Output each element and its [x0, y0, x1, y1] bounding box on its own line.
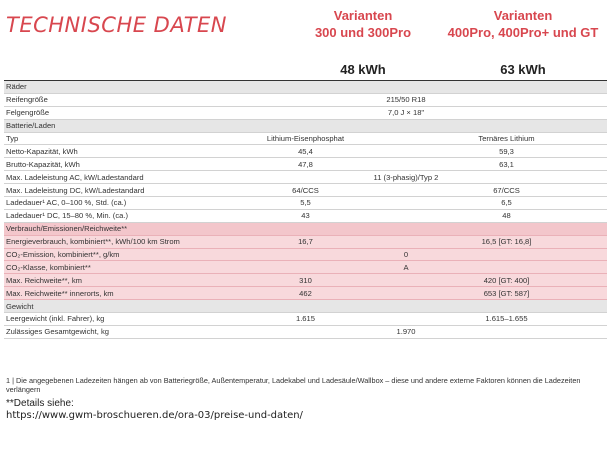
row-value-63kwh: 1.615–1.655 [406, 313, 607, 326]
row-value-48kwh: 64/CCS [205, 184, 406, 197]
row-value-63kwh: 63,1 [406, 158, 607, 171]
section-header-row [4, 119, 607, 132]
row-value-shared: 1.970 [205, 325, 607, 338]
row-value-48kwh: 462 [205, 287, 406, 300]
row-label: CO₂-Klasse, kombiniert** [4, 261, 205, 274]
row-value-63kwh: 48 [406, 209, 607, 222]
footnote: 1 | Die angegebenen Ladezeiten hängen ab von Batteriegröße, Außentemperatur, Ladekabel und Ladesäule/Wallbox – diese und andere externe Faktoren können die Ladezeiten verlängern [6, 376, 581, 394]
row-value-63kwh: 653 [GT: 587] [406, 287, 607, 300]
table-row [4, 325, 607, 338]
row-value-48kwh: 47,8 [205, 158, 406, 171]
row-label: Ladedauer¹ AC, 0–100 %, Std. (ca.) [4, 197, 205, 210]
row-label: Ladedauer¹ DC, 15–80 %, Min. (ca.) [4, 209, 205, 222]
row-label: Felgengröße [4, 106, 205, 119]
row-value-63kwh: 67/CCS [406, 184, 607, 197]
variant-header-2 [443, 7, 603, 41]
row-value-63kwh: 59,3 [406, 145, 607, 158]
details-link[interactable]: https://www.gwm-broschueren.de/ora-03/preise-und-daten/ [6, 410, 303, 421]
table-row [4, 158, 607, 171]
table-row [4, 248, 607, 261]
table-row [4, 287, 607, 300]
row-label: Max. Ladeleistung DC, kW/Ladestandard [4, 184, 205, 197]
spec-table [4, 81, 607, 339]
variant-header-1 [283, 7, 443, 41]
section-header-row [4, 300, 607, 313]
section-title: Batterie/Laden [4, 119, 607, 132]
variant-header-1-line2: 300 und 300Pro [314, 25, 412, 40]
row-label: Brutto-Kapazität, kWh [4, 158, 205, 171]
table-row [4, 235, 607, 248]
row-value-shared: 215/50 R18 [205, 93, 607, 106]
table-row [4, 313, 607, 326]
capacity-header-48: 48 kWh [340, 62, 386, 77]
row-value-shared: 7,0 J × 18" [205, 106, 607, 119]
table-row [4, 197, 607, 210]
row-value-shared: A [205, 261, 607, 274]
row-value-63kwh: 6,5 [406, 197, 607, 210]
row-value-48kwh: 1.615 [205, 313, 406, 326]
row-value-shared: 11 (3-phasig)/Typ 2 [205, 171, 607, 184]
table-row [4, 274, 607, 287]
row-value-48kwh: 5,5 [205, 197, 406, 210]
section-title: Räder [4, 81, 607, 93]
row-label: Energieverbrauch, kombiniert**, kWh/100 km Strom [4, 235, 205, 248]
row-label: Leergewicht (inkl. Fahrer), kg [4, 313, 205, 326]
table-row [4, 209, 607, 222]
row-label: Max. Ladeleistung AC, kW/Ladestandard [4, 171, 205, 184]
page-title: TECHNISCHE DATEN [6, 13, 227, 37]
row-label: Reifengröße [4, 93, 205, 106]
variant-header-2-line1: Varianten [493, 8, 553, 23]
row-value-63kwh: Ternäres Lithium [406, 132, 607, 145]
details-label: **Details siehe: [6, 398, 74, 409]
row-label: Zulässiges Gesamtgewicht, kg [4, 325, 205, 338]
row-value-shared: 0 [205, 248, 607, 261]
capacity-header-63: 63 kWh [500, 62, 546, 77]
section-title: Gewicht [4, 300, 607, 313]
table-row [4, 145, 607, 158]
row-value-63kwh: 16,5 [GT: 16,8] [406, 235, 607, 248]
row-value-48kwh: 43 [205, 209, 406, 222]
row-value-48kwh: 16,7 [205, 235, 406, 248]
section-header-row [4, 222, 607, 235]
row-label: Max. Reichweite** innerorts, km [4, 287, 205, 300]
table-row [4, 93, 607, 106]
row-value-63kwh: 420 [GT: 400] [406, 274, 607, 287]
table-row [4, 261, 607, 274]
row-value-48kwh: Lithium-Eisenphosphat [205, 132, 406, 145]
table-row [4, 184, 607, 197]
row-value-48kwh: 310 [205, 274, 406, 287]
row-label: CO₂-Emission, kombiniert**, g/km [4, 248, 205, 261]
table-row [4, 106, 607, 119]
row-label: Max. Reichweite**, km [4, 274, 205, 287]
row-label: Typ [4, 132, 205, 145]
section-header-row [4, 81, 607, 93]
variant-header-2-line2: 400Pro, 400Pro+ und GT [447, 25, 599, 40]
table-row [4, 132, 607, 145]
section-title: Verbrauch/Emissionen/Reichweite** [4, 222, 607, 235]
row-label: Netto-Kapazität, kWh [4, 145, 205, 158]
table-row [4, 171, 607, 184]
variant-header-1-line1: Varianten [333, 8, 393, 23]
row-value-48kwh: 45,4 [205, 145, 406, 158]
